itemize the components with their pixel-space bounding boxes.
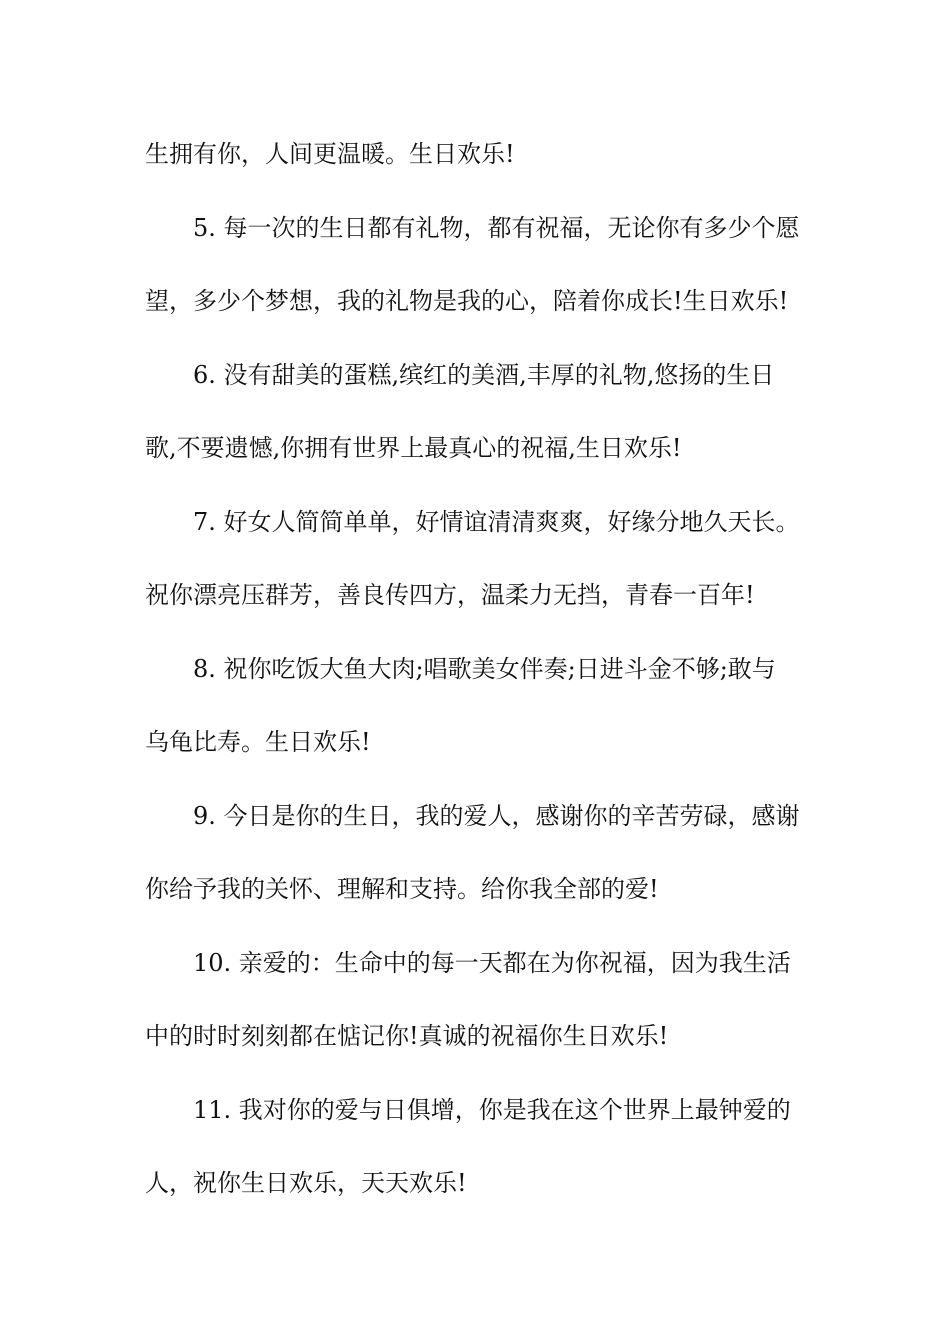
text-line: 乌龟比寿。生日欢乐! <box>145 728 371 756</box>
text-line: 8. 祝你吃饭大鱼大肉;唱歌美女伴奏;日进斗金不够;敢与 <box>193 654 776 683</box>
text-line: 你给予我的关怀、理解和支持。给你我全部的爱! <box>145 875 659 903</box>
text-line: 10. 亲爱的：生命中的每一天都在为你祝福，因为我生活 <box>193 948 791 977</box>
text-line: 9. 今日是你的生日，我的爱人，感谢你的辛苦劳碌，感谢 <box>193 801 800 830</box>
text-line: 中的时时刻刻都在惦记你!真诚的祝福你生日欢乐! <box>145 1022 669 1050</box>
text-line: 祝你漂亮压群芳，善良传四方，温柔力无挡，青春一百年! <box>145 581 755 609</box>
text-line: 6. 没有甜美的蛋糕,缤红的美酒,丰厚的礼物,悠扬的生日 <box>193 360 775 389</box>
document-body <box>145 118 807 1221</box>
text-line: 11. 我对你的爱与日俱增，你是我在这个世界上最钟爱的 <box>193 1095 791 1124</box>
text-line: 人，祝你生日欢乐，天天欢乐! <box>145 1169 467 1197</box>
text-line: 5. 每一次的生日都有礼物，都有祝福，无论你有多少个愿 <box>193 213 800 242</box>
text-line: 歌,不要遗憾,你拥有世界上最真心的祝福,生日欢乐! <box>145 434 682 462</box>
text-line: 生拥有你，人间更温暖。生日欢乐! <box>145 140 515 168</box>
text-line: 7. 好女人简简单单，好情谊清清爽爽，好缘分地久天长。 <box>193 507 800 536</box>
text-line: 望，多少个梦想，我的礼物是我的心，陪着你成长!生日欢乐! <box>145 287 789 315</box>
